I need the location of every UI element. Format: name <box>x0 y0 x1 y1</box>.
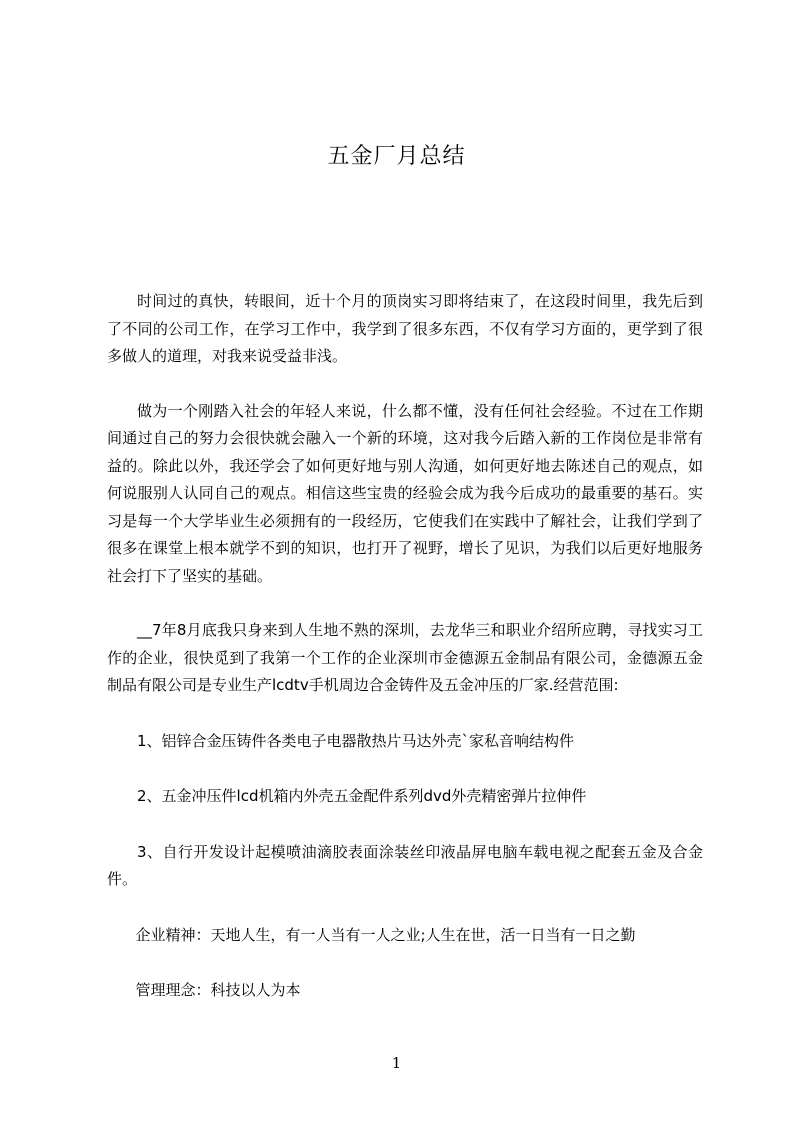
paragraph-intro: 时间过的真快，转眼间，近十个月的顶岗实习即将结束了，在这段时间里，我先后到了不同的公司工作，在学习工作中，我学到了很多东西，不仅有学习方面的，更学到了很多做人的道理，对我来说受益非浅。 <box>107 292 703 365</box>
enterprise-spirit: 企业精神：天地人生，有一人当有一人之业;人生在世，活一日当有一日之勤 <box>135 925 636 944</box>
paragraph-company: __7年8月底我只身来到人生地不熟的深圳，去龙华三和职业介绍所应聘，寻找实习工作的企业，很快觅到了我第一个工作的企业深圳市金德源五金制品有限公司，金德源五金制品有限公司是专业生产lcdtv手机周边合金铸件及五金冲压的厂家.经营范围: <box>107 621 703 694</box>
scope-item-2: 2、五金冲压件lcd机箱内外壳五金配件系列dvd外壳精密弹片拉伸件 <box>137 787 587 805</box>
page-number: 1 <box>391 1054 402 1072</box>
document-body <box>107 288 703 1005</box>
management-philosophy: 管理理念：科技以人为本 <box>135 981 301 999</box>
paragraph-experience: 做为一个刚踏入社会的年轻人来说，什么都不懂，没有任何社会经验。不过在工作期间通过自己的努力会很快就会融入一个新的环境，这对我今后踏入新的工作岗位是非常有益的。除此以外，我还学会了如何更好地与别人沟通，如何更好地去陈述自己的观点，如何说服别人认同自己的观点。相信这些宝贵的经验会成为我今后成功的最重要的基石。实习是每一个大学毕业生必须拥有的一段经历，它使我们在实践中了解社会，让我们学到了很多在课堂上根本就学不到的知识，也打开了视野，增长了见识，为我们以后更好地服务社会打下了坚实的基础。 <box>107 401 703 585</box>
document-title: 五金厂月总结 <box>327 144 466 169</box>
scope-item-3: 3、自行开发设计起模喷油滴胶表面涂装丝印液晶屏电脑车载电视之配套五金及合金件。 <box>107 842 703 888</box>
scope-item-1: 1、铝锌合金压铸件各类电子电器散热片马达外壳`家私音响结构件 <box>137 731 575 750</box>
